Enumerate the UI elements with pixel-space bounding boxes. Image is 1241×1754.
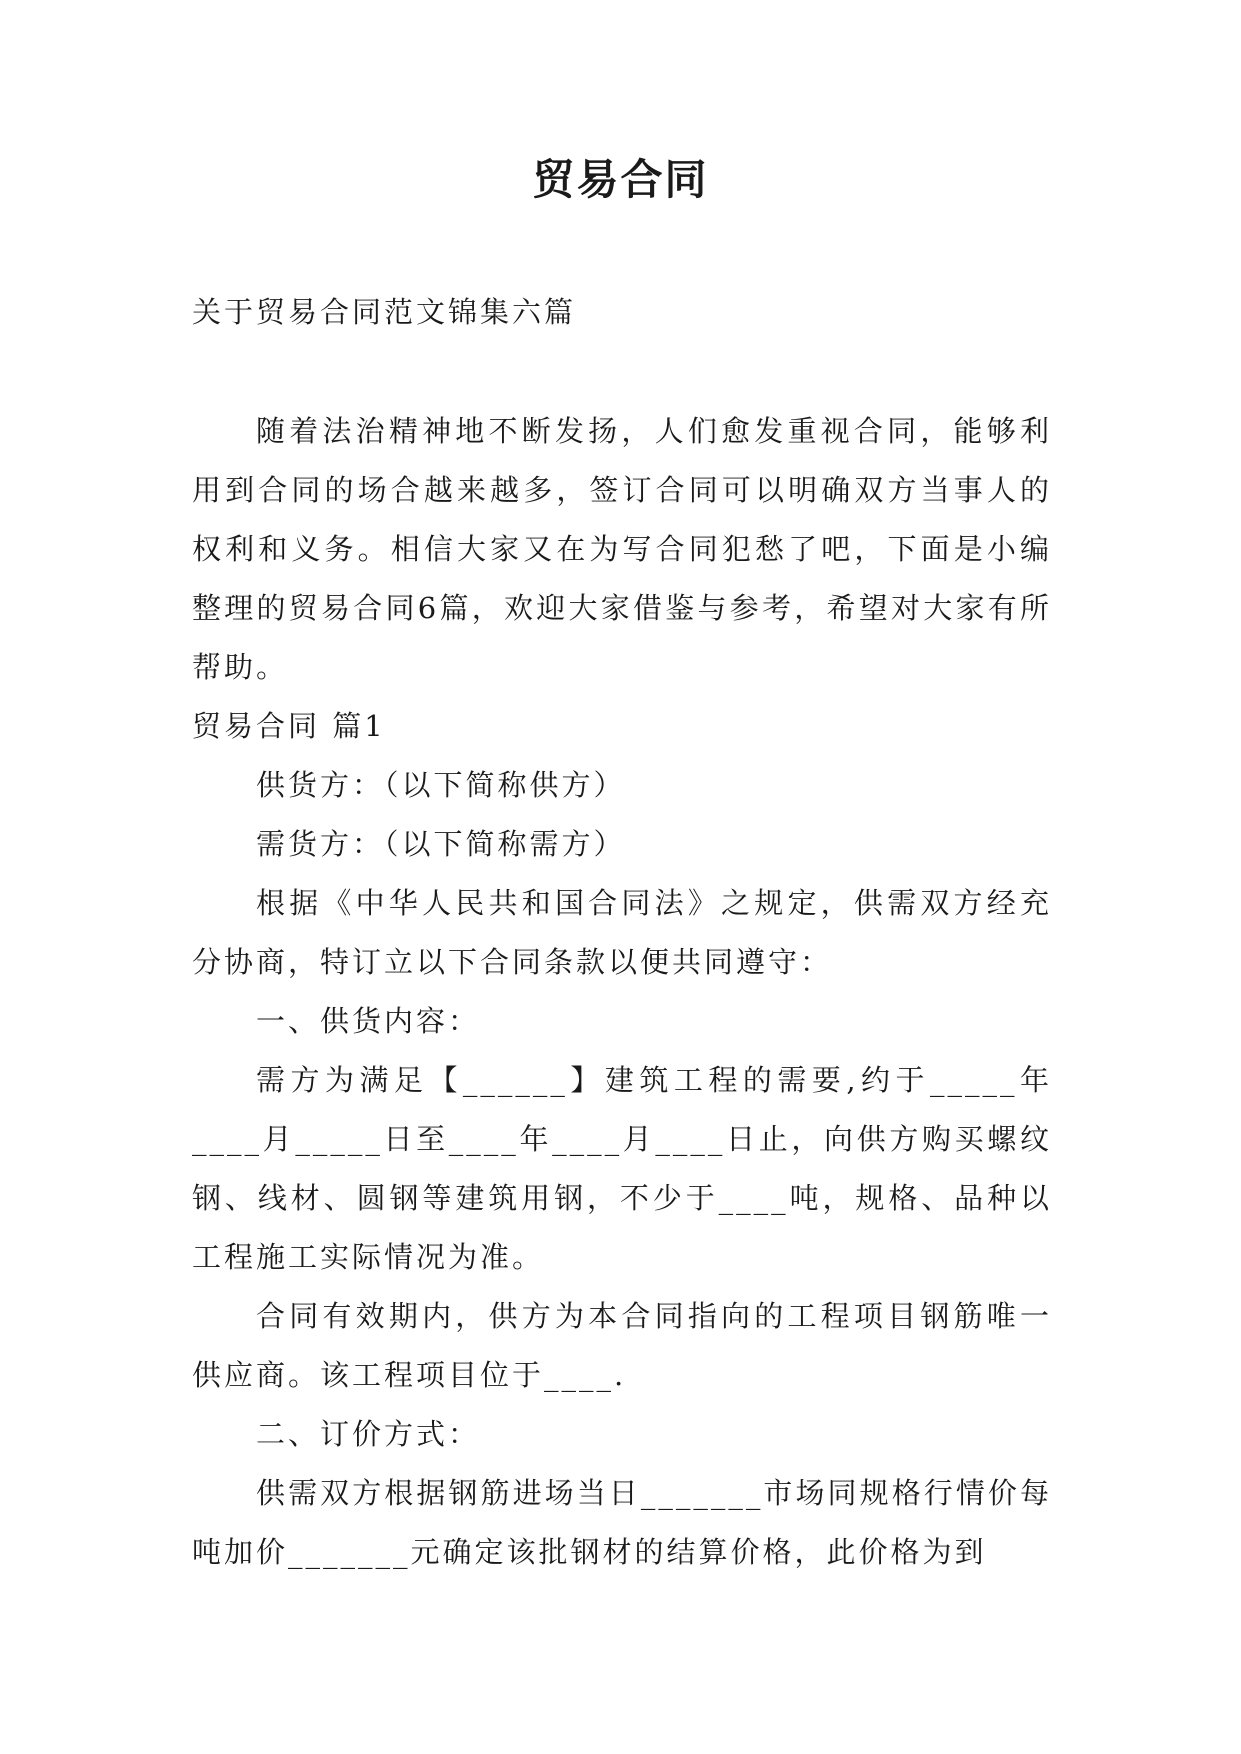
supplier-line: 供货方：（以下简称供方） (256, 768, 626, 802)
document-title: 贸易合同 (532, 155, 709, 204)
clause1-paragraph-1: 需方为满足【______】建筑工程的需要,约于_____年____月_____日至____年____月____日止，向供方购买螺纹钢、线材、圆钢等建筑用钢，不少于____吨，规格、品种以工程施工实际情况为准。 (192, 1063, 1052, 1274)
clause2-paragraph-1: 供需双方根据钢筋进场当日_______市场同规格行情价每吨加价_______元确定该批钢材的结算价格，此价格为到 (192, 1476, 1052, 1569)
buyer-line: 需货方：（以下简称需方） (256, 827, 626, 861)
clause2-heading: 二、订价方式： (256, 1417, 481, 1451)
document-body (192, 402, 1052, 1582)
clause1-heading: 一、供货内容： (256, 1004, 481, 1038)
document-subtitle: 关于贸易合同范文锦集六篇 (192, 295, 577, 329)
section-heading: 贸易合同 篇1 (192, 709, 386, 743)
intro-paragraph: 随着法治精神地不断发扬，人们愈发重视合同，能够利用到合同的场合越来越多，签订合同可以明确双方当事人的权利和义务。相信大家又在为写合同犯愁了吧，下面是小编整理的贸易合同6篇，欢迎大家借鉴与参考，希望对大家有所帮助。 (192, 414, 1052, 684)
clause1-paragraph-2: 合同有效期内，供方为本合同指向的工程项目钢筋唯一供应商。该工程项目位于____. (192, 1299, 1052, 1392)
basis-paragraph: 根据《中华人民共和国合同法》之规定，供需双方经充分协商，特订立以下合同条款以便共同遵守： (192, 886, 1052, 979)
